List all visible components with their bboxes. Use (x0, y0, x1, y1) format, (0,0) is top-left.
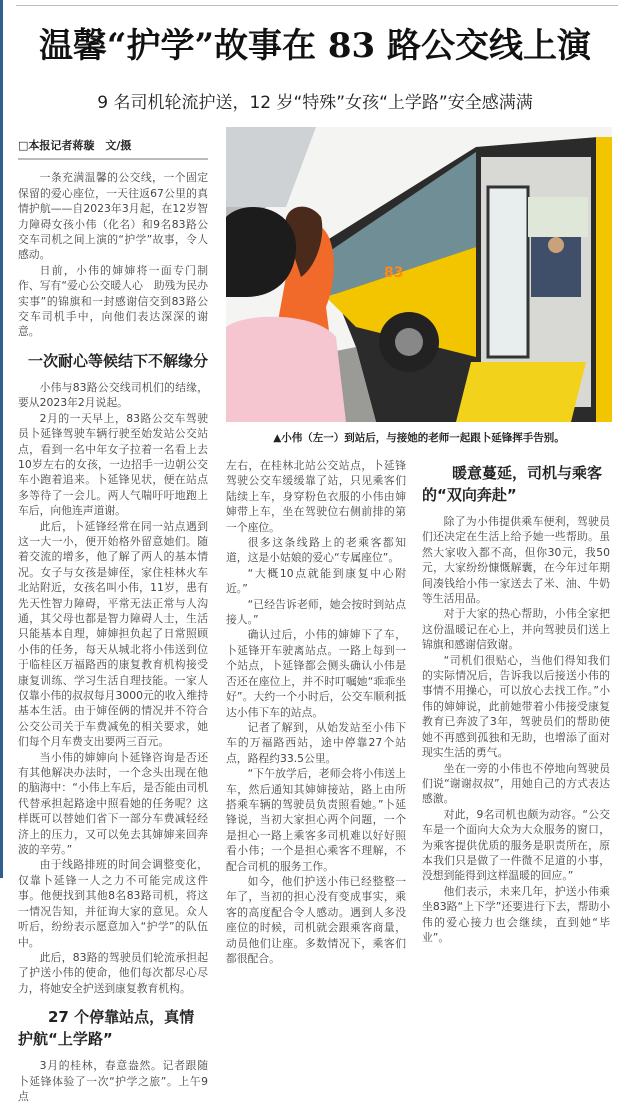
paragraph: 他们表示，未来几年，护送小伟乘坐83路“上下学”还要进行下去，帮助小伟的爱心接力也会继续，直到她“毕业”。 (422, 884, 610, 944)
section-heading: 暖意蔓延，司机与乘客的“双向奔赴” (422, 464, 603, 504)
section-heading: 27 个停靠站点，真情护航“上学路” (18, 1008, 195, 1049)
paragraph: “司机们很贴心，当他们得知我们的实际情况后，告诉我以后接送小伟的事情不用操心，可以放心去找工作。”小伟的婶婶说，此前她带着小伟接受康复教育已奔波了3年，驾驶员们的帮助使她不再感到孤独和无助，也增添了面对现实生活的勇气。 (422, 653, 610, 760)
top-rule (16, 5, 618, 6)
paragraph: 此后，83路的驾驶员们轮流承担起了护送小伟的使命，他们每次都尽心尽力，将她安全护送到康复教育机构。 (18, 950, 208, 995)
bus-route-number: 83 (384, 265, 404, 281)
paragraph: 很多这条线路上的老乘客都知道，这是小姑娘的爱心“专属座位”。 (226, 536, 406, 565)
paragraph: 日前，小伟的婶婶将一面专门制作、写有“爱心公交暖人心 助残为民办实事”的锦旗和一封感谢信交到83路公交车司机手中，向他们表达深深的谢意。 (18, 263, 208, 339)
paragraph: 小伟与83路公交线司机们的结缘，要从2023年2月说起。 (18, 380, 208, 410)
page-edge-bar (0, 0, 3, 878)
paragraph: “已经告诉老师，她会按时到站点接人。” (226, 597, 406, 627)
paragraph: “大概10点就能到康复中心附近。” (226, 566, 406, 596)
paragraph: 除了为小伟提供乘车便利，驾驶员们还决定在生活上给予她一些帮助。虽然大家收入都不高，但你30元，我50元，大家纷纷慷慨解囊，在今年过年期间凑钱给小伟一家送去了米、油、牛奶等生活用品。 (422, 515, 610, 606)
column-middle (226, 458, 406, 966)
headline: 温馨“护学”故事在 83 路公交线上演 (38, 26, 592, 66)
column-left (18, 138, 208, 1104)
paragraph: 当小伟的婶婶向卜延锋咨询是否还有其他解决办法时，一个念头出现在他的脑海中：“小伟上车后，是否能由司机代替承担起路途中照看她的任务呢？这样既可以替她们省下一部分车费减轻经济上的压力，又可以免去其婶婶来回奔波的辛劳。” (18, 750, 208, 857)
paragraph: 对此，9名司机也颇为动容。“公交车是一个面向大众为大众服务的窗口，为乘客提供优质的服务是职责所在，原本我们只是做了一件微不足道的小事，没想到能得到这样温暖的回应。” (422, 807, 610, 883)
paragraph: “下午放学后，老师会将小伟送上车，然后通知其婶婶接站，路上由所搭乘车辆的驾驶员负责照看她。”卜延锋说，当初大家担心两个问题，一个是担心一路上乘客多司机难以好好照看小伟；一个是担心乘客不理解，不配合司机的服务工作。 (226, 767, 406, 873)
news-photo (226, 127, 612, 422)
paragraph: 记者了解到，从始发站至小伟下车的万福路西站，途中停靠27个站点，路程约33.5公里。 (226, 720, 406, 765)
paragraph: 确认过后，小伟的婶婶下了车，卜延锋开车驶离站点。一路上每到一个站点，卜延锋都会侧头确认小伟是否还在座位上，并不时叮嘱她“乖乖坐好”。大约一个小时后，公交车顺利抵达小伟下车的站点。 (226, 628, 406, 719)
paragraph: 一条充满温馨的公交线，一个固定保留的爱心座位，一天往返67公里的真情护航——自2023年3月起，在12岁智力障碍女孩小伟（化名）和9名83路公交车司机之间上演的“护学”故事，令人感动。 (18, 171, 208, 262)
paragraph: 此后，卜延锋经常在同一站点遇到这一大一小，便开始格外留意她们。随着交流的增多，他了解了两人的基本情况。女子与女孩是婶侄，家住桂林火车北站附近，女孩名叫小伟，11岁，患有先天性智力障碍，平常无法正常与人沟通，其父母也都是智力障碍人士，生活只能基本自理，婶婶担负起了日常照顾小伟的任务，每天从城北将小伟送到位于临桂区万福路西的康复教育机构接受康复训练、学习生活自理技能。一家人仅靠小伟的叔叔每月3000元的收入维持基本生活。由于婶侄俩的情况并不符合公交公司关于车费减免的相关要求，她们每个月车费支出要两三百元。 (18, 519, 208, 749)
paragraph: 对于大家的热心帮助，小伟全家把这份温暖记在心上，并向驾驶员们送上锦旗和感谢信致谢。 (422, 607, 610, 652)
photo-caption: ▲小伟（左一）到站后，与接她的老师一起跟卜延锋挥手告别。 (273, 432, 565, 444)
paragraph: 2月的一天早上，83路公交车驾驶员卜延锋驾驶车辆行驶至始发站公交站点，看到一名中年女子拉着一名看上去10岁左右的女孩，一边招手一边朝公交车小跑着追来。卜延锋见状，便在站点多等待了一会儿。两人气喘吁吁地跑上车后，向他连声道谢。 (18, 411, 208, 518)
paragraph: 坐在一旁的小伟也不停地向驾驶员们说“谢谢叔叔”，用她自己的方式表达感激。 (422, 761, 610, 806)
paragraph: 3月的桂林，春意盎然。记者跟随卜延锋体验了一次“护学之旅”。上午9点 (18, 1059, 208, 1103)
paragraph: 由于线路排班的时间会调整变化，仅靠卜延锋一人之力不可能完成这件事。他便找到其他8名83路司机，将这一情况告知，并征询大家的意见。众人听后，纷纷表示愿意加入“护学”的队伍中。 (18, 858, 208, 949)
section-heading: 一次耐心等候结下不解缘分 (27, 351, 208, 370)
byline: □本报记者蒋璇 文/摄 (18, 138, 208, 160)
paragraph: 如今，他们护送小伟已经整整一年了，当初的担心没有变成事实，乘客的高度配合令人感动。遇到人多没座位的时候，司机就会跟乘客商量，动员他们让座。多数情况下，乘客们都很配合。 (226, 874, 406, 965)
subheadline: 9 名司机轮流护送，12 岁“特殊”女孩“上学路”安全感满满 (97, 93, 533, 113)
column-right (422, 462, 610, 945)
paragraph: 左右，在桂林北站公交站点，卜延锋驾驶公交车缓缓靠了站，只见乘客们陆续上车，身穿粉色衣服的小伟由婶婶带上车，坐在驾驶位右侧前排的第一个座位。 (226, 459, 406, 534)
